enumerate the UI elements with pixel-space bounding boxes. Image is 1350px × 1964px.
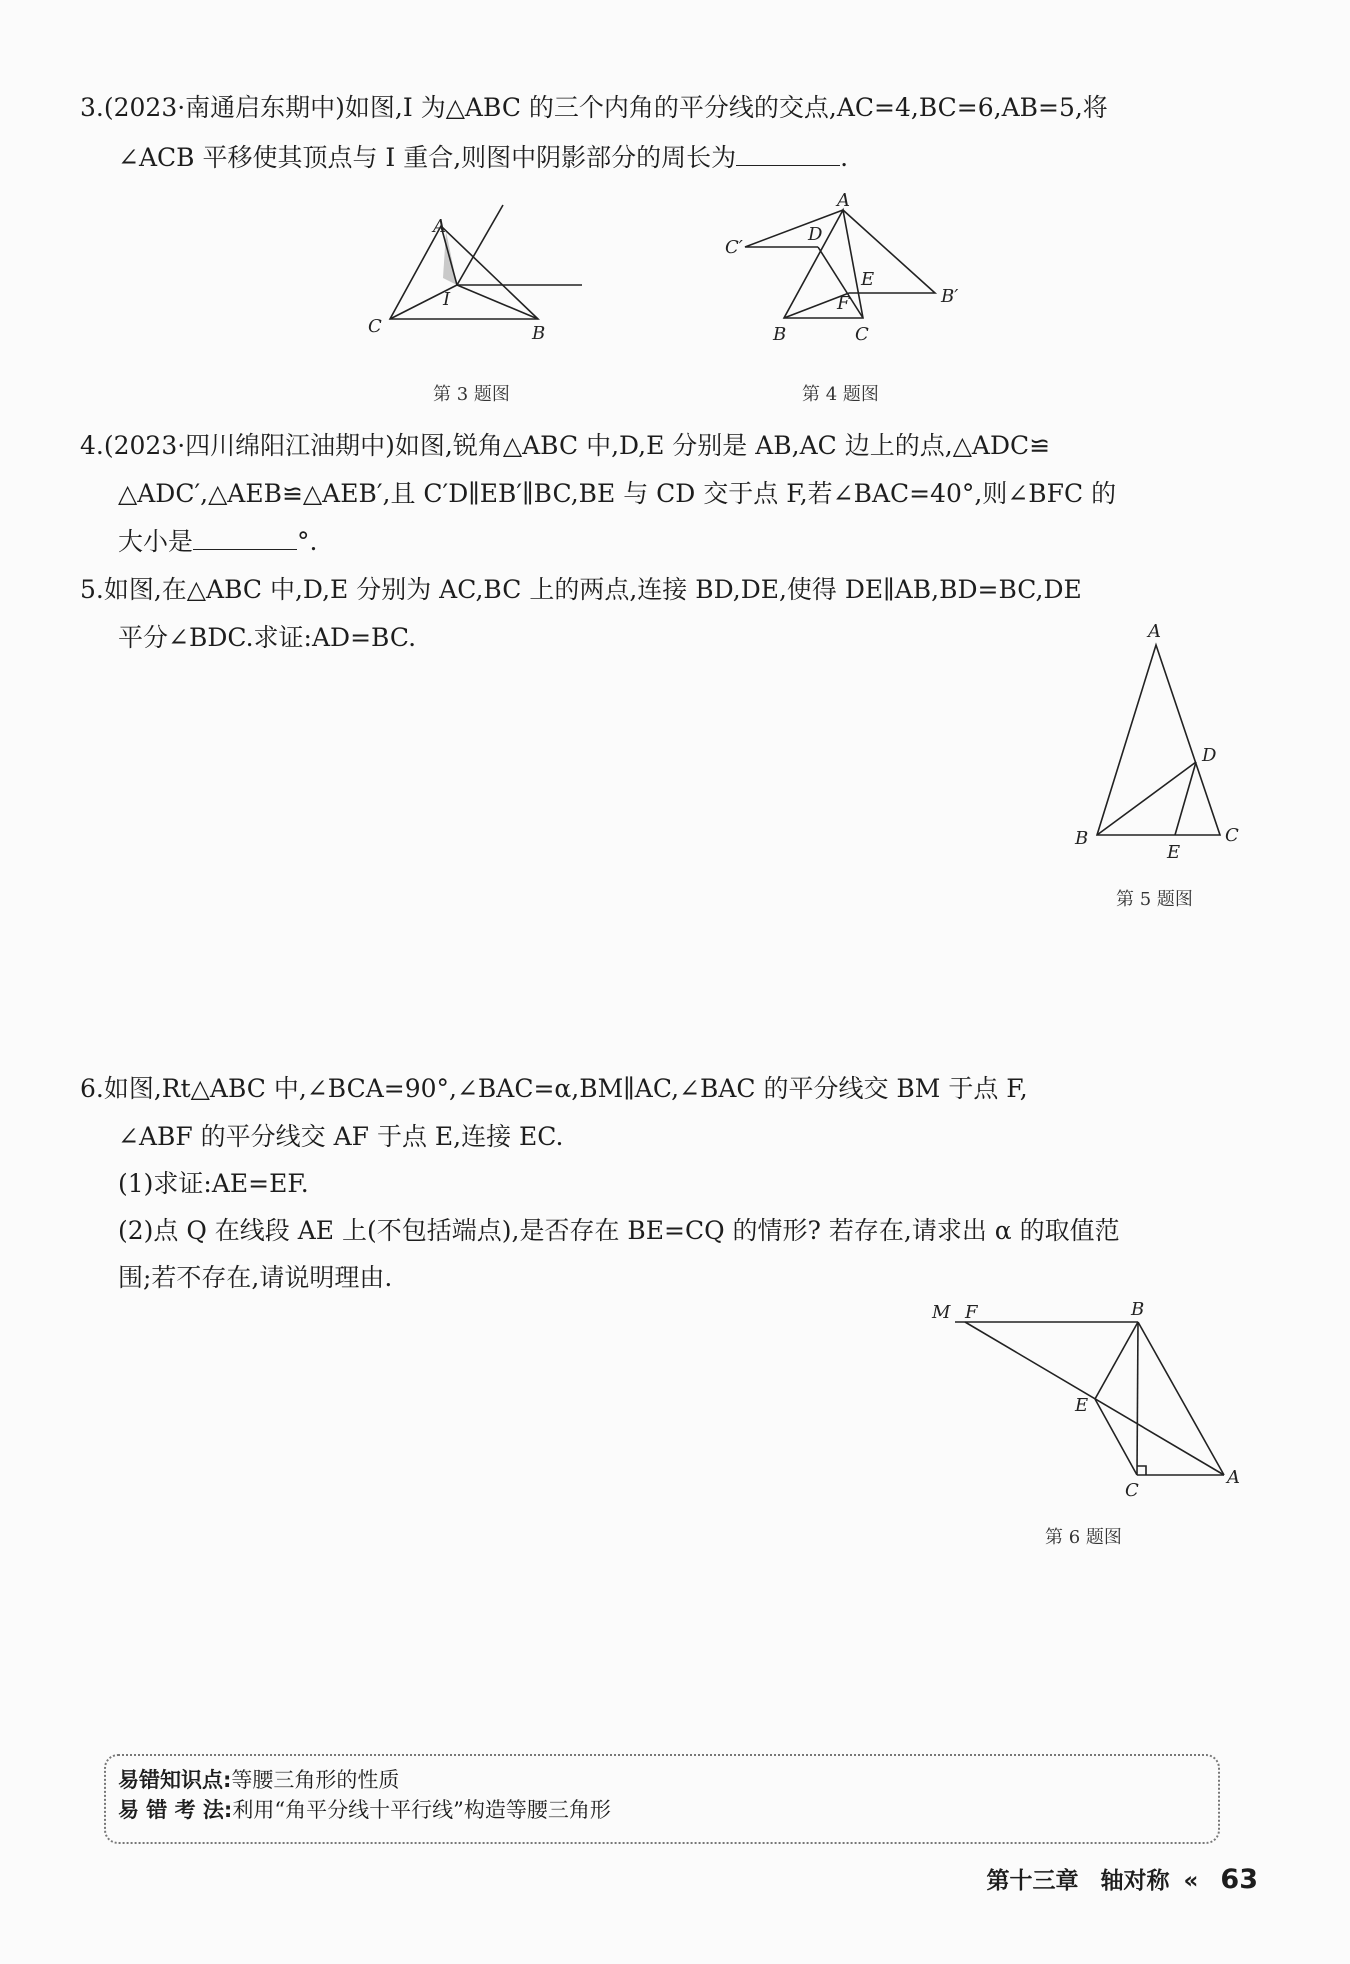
q3-label-a: A [433, 216, 446, 237]
q4-label-f: F [837, 293, 850, 314]
q5-line-bd [1097, 762, 1196, 835]
q3-line1: 3.(2023·南通启东期中)如图,I 为△ABC 的三个内角的平分线的交点,AC=4,BC=6,AB=5,将 [80, 93, 1108, 122]
q3-figure [360, 198, 590, 348]
footer-chapter: 第十三章 [986, 1868, 1079, 1894]
q6-label-b: B [1131, 1299, 1145, 1320]
q4-answer-blank [193, 527, 297, 550]
q3-answer-blank [736, 143, 840, 166]
q3-line-bi [457, 285, 538, 319]
q4-label-e: E [861, 269, 875, 290]
q4-figure-caption: 第 4 题图 [802, 384, 879, 405]
q6-figure [925, 1295, 1245, 1515]
q6-right-angle-mark [1137, 1466, 1146, 1475]
q3-label-c: C [368, 316, 382, 337]
q6-label-e: E [1075, 1395, 1089, 1416]
q6-line-ba [1138, 1322, 1224, 1475]
q3-label-b: B [532, 323, 546, 344]
q6-figure-caption: 第 6 题图 [1045, 1527, 1122, 1548]
q3-ray-up [457, 205, 503, 285]
q4-triangle-abc [784, 210, 863, 318]
q6-part2-line2: 围;若不存在,请说明理由. [118, 1263, 393, 1292]
q5-label-c: C [1225, 825, 1239, 846]
q4-label-c1: C′ [725, 237, 743, 258]
q6-line-bc [1137, 1322, 1138, 1475]
footer-title: 轴对称 [1100, 1868, 1170, 1894]
tip-method [118, 1796, 611, 1824]
q4-line3-end: °. [297, 527, 318, 556]
q4-line-a-c1-d [745, 210, 843, 247]
q4-line3 [118, 526, 1260, 558]
q5-figure [1060, 620, 1260, 870]
q5-line-de [1175, 762, 1196, 835]
q3-line2 [118, 142, 1260, 174]
q6-line1: 6.如图,Rt△ABC 中,∠BCA=90°,∠BAC=α,BM∥AC,∠BAC 的平分线交 BM 于点 F, [80, 1074, 1028, 1103]
tip-method-label: 易 错 考 法: [118, 1798, 233, 1822]
chevron-left-icon: « [1183, 1868, 1199, 1894]
tip-knowledge-text: 等腰三角形的性质 [231, 1768, 400, 1792]
q4-line1: 4.(2023·四川绵阳江油期中)如图,锐角△ABC 中,D,E 分别是 AB,AC 边上的点,△ADC≌ [80, 431, 1051, 460]
q3-label-i: I [443, 289, 451, 310]
page-number: 63 [1220, 1864, 1258, 1895]
q4-label-a: A [837, 190, 850, 211]
q6-line-be [1095, 1322, 1138, 1399]
q6-label-f: F [965, 1302, 978, 1323]
q3-line2-end: . [840, 143, 849, 172]
q5-triangle-abc [1097, 645, 1220, 835]
q5-label-b: B [1075, 828, 1089, 849]
q6-label-m: M [932, 1302, 951, 1323]
tip-knowledge-label: 易错知识点: [118, 1768, 232, 1792]
q5-line2: 平分∠BDC.求证:AD=BC. [118, 623, 417, 652]
q5-label-e: E [1167, 842, 1181, 863]
q4-label-b: B [773, 324, 787, 345]
q6-label-c: C [1125, 1480, 1139, 1501]
tip-method-text: 利用“角平分线十平行线”构造等腰三角形 [232, 1798, 611, 1822]
q5-label-d: D [1202, 745, 1217, 766]
q3-line2-text: ∠ACB 平移使其顶点与 I 重合,则图中阴影部分的周长为 [118, 143, 737, 172]
q4-line3-text: 大小是 [118, 527, 194, 556]
q4-label-c: C [855, 324, 869, 345]
q6-part2-line1: (2)点 Q 在线段 AE 上(不包括端点),是否存在 BE=CQ 的情形? 若存在,请求出 α 的取值范 [118, 1216, 1120, 1245]
tip-knowledge [118, 1766, 399, 1794]
q4-label-b1: B′ [941, 286, 959, 307]
q6-part1: (1)求证:AE=EF. [118, 1169, 309, 1198]
q5-line1: 5.如图,在△ABC 中,D,E 分别为 AC,BC 上的两点,连接 BD,DE,使得 DE∥AB,BD=BC,DE [80, 575, 1082, 604]
q4-line2: △ADC′,△AEB≌△AEB′,且 C′D∥EB′∥BC,BE 与 CD 交于点 F,若∠BAC=40°,则∠BFC 的 [118, 479, 1117, 508]
q3-figure-caption: 第 3 题图 [433, 384, 510, 405]
q6-line2: ∠ABF 的平分线交 AF 于点 E,连接 EC. [118, 1122, 564, 1151]
page-footer [987, 1862, 1258, 1895]
q4-label-d: D [808, 224, 823, 245]
q6-label-a: A [1227, 1467, 1240, 1488]
q5-figure-caption: 第 5 题图 [1116, 889, 1193, 910]
q5-label-a: A [1148, 621, 1161, 642]
q4-figure [715, 190, 975, 350]
